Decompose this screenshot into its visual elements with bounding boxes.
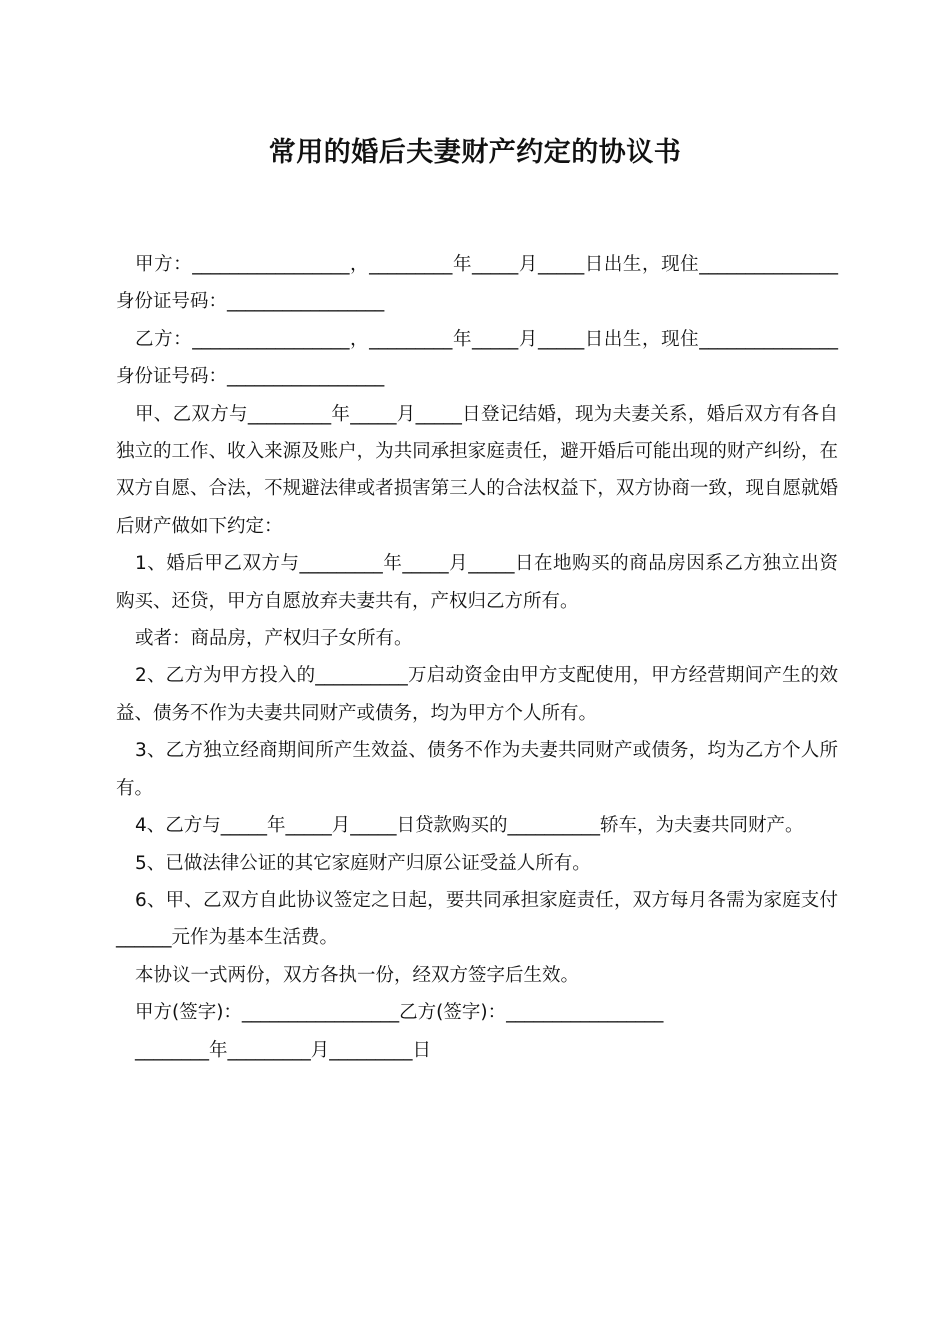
document-title: 常用的婚后夫妻财产约定的协议书 xyxy=(268,137,682,168)
document-body xyxy=(116,246,838,1069)
clause-6: 6、甲、乙双方自此协议签定之日起，要共同承担家庭责任，双方每月各需为家庭支付______元作为基本生活费。 xyxy=(116,889,838,949)
clause-3: 3、乙方独立经商期间所产生效益、债务不作为夫妻共同财产或债务，均为乙方个人所有。 xyxy=(116,740,838,799)
clause-4: 4、乙方与_____年_____月_____日贷款购买的__________轿车，为夫妻共同财产。 xyxy=(135,815,804,837)
clause-1: 1、婚后甲乙双方与_________年_____月_____日在地购买的商品房因系乙方独立出资购买、还贷，甲方自愿放弃夫妻共有，产权归乙方所有。 xyxy=(116,553,838,612)
clause-5: 5、已做法律公证的其它家庭财产归原公证受益人所有。 xyxy=(135,852,591,874)
party-a-info: 甲方：_________________，_________年_____月_____日出生，现住_______________身份证号码：_________________ xyxy=(116,254,838,313)
signature-line: 甲方(签字)：_________________乙方(签字)：_________________ xyxy=(135,1002,664,1024)
date-line: ________年_________月_________日 xyxy=(135,1039,432,1061)
party-b-info: 乙方：_________________，_________年_____月_____日出生，现住_______________身份证号码：_________________ xyxy=(116,328,838,388)
agreement-preamble: 甲、乙双方与_________年_____月_____日登记结婚，现为夫妻关系，婚后双方有各自独立的工作、收入来源及账户，为共同承担家庭责任，避开婚后可能出现的财产纠纷，在双方自愿、合法，不规避法律或者损害第三人的合法权益下，双方协商一致，现自愿就婚后财产做如下约定： xyxy=(116,403,838,537)
clause-1-alternative: 或者：商品房，产权归子女所有。 xyxy=(135,628,413,650)
effectiveness-statement: 本协议一式两份，双方各执一份，经双方签字后生效。 xyxy=(135,964,580,986)
clause-2: 2、乙方为甲方投入的__________万启动资金由甲方支配使用，甲方经营期间产生的效益、债务不作为夫妻共同财产或债务，均为甲方个人所有。 xyxy=(116,665,838,724)
